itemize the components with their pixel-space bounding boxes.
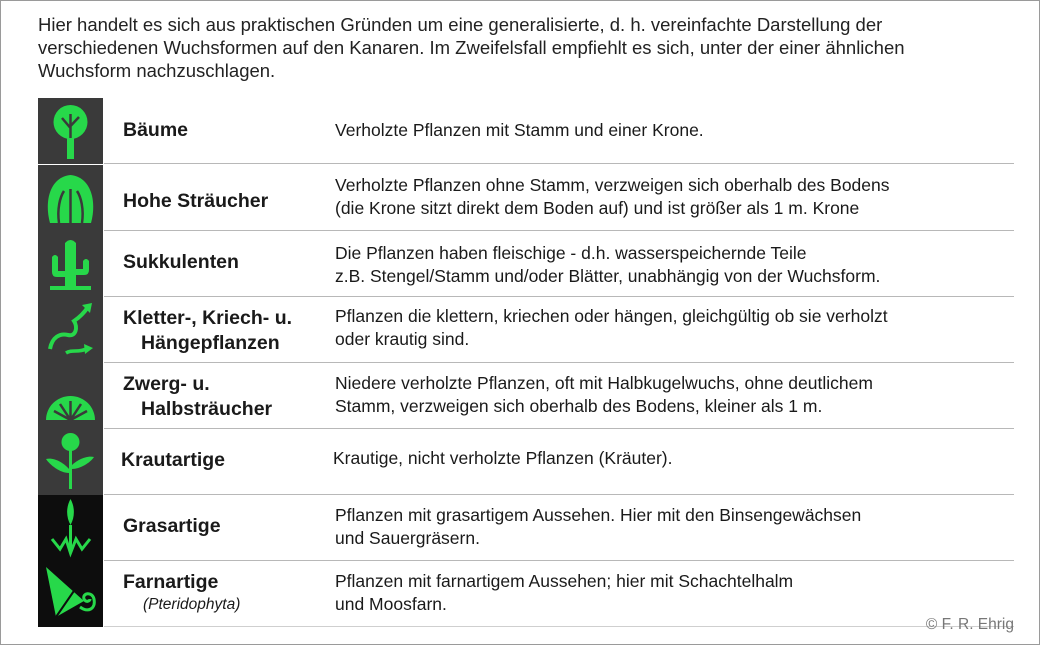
growth-form-row-ferns — [38, 561, 1014, 627]
tall-shrub-icon — [38, 165, 103, 231]
growth-form-description: Verholzte Pflanzen ohne Stamm, verzweigen sich oberhalb des Bodens (die Krone sitzt direkt dem Boden auf) und ist größer als 1 m. Krone — [335, 175, 890, 218]
growth-form-row-herbs — [38, 429, 1014, 495]
growth-form-description: Die Pflanzen haben fleischige - d.h. wasserspeichernde Teile z.B. Stengel/Stamm und/oder Blätter, unabhängig von der Wuchsform. — [335, 243, 881, 286]
growth-form-name: Krautartige — [121, 449, 226, 471]
row-separator — [104, 163, 1014, 164]
row-separator — [104, 626, 1014, 627]
growth-form-name: Farnartige (Pteridophyta) — [123, 571, 241, 613]
growth-form-name: Bäume — [123, 119, 189, 141]
growth-form-row-trees — [38, 98, 1014, 164]
growth-form-description: Niedere verholzte Pflanzen, oft mit Halbkugelwuchs, ohne deutlichem Stamm, verzweigen sich oberhalb des Bodens, kleiner als 1 m. — [335, 373, 873, 416]
grass-icon — [38, 495, 103, 561]
growth-form-row-climbing-plants — [38, 297, 1014, 363]
growth-form-description: Krautige, nicht verholzte Pflanzen (Kräuter). — [333, 448, 673, 468]
tree-icon — [38, 98, 103, 164]
fern-icon — [38, 561, 103, 627]
growth-form-row-grasses — [38, 495, 1014, 561]
dwarf-shrub-icon — [38, 363, 103, 429]
growth-form-name: Kletter-, Kriech- u. Hängepflanzen — [123, 307, 293, 354]
growth-form-name: Zwerg- u. Halbsträucher — [123, 373, 273, 420]
growth-form-description: Pflanzen mit farnartigem Aussehen; hier mit Schachtelhalm und Moosfarn. — [335, 571, 794, 614]
climbing-plant-icon — [38, 297, 103, 363]
growth-form-row-tall-shrubs — [38, 165, 1014, 231]
growth-form-description: Pflanzen die klettern, kriechen oder hängen, gleichgültig ob sie verholzt oder krautig sind. — [335, 306, 888, 349]
growth-form-description: Verholzte Pflanzen mit Stamm und einer Krone. — [335, 120, 704, 140]
growth-form-name: Hohe Sträucher — [123, 190, 269, 212]
copyright-text: © F. R. Ehrig — [925, 616, 1014, 633]
growth-form-row-dwarf-shrubs — [38, 363, 1014, 429]
growth-form-name: Grasartige — [123, 515, 221, 537]
intro-text: Hier handelt es sich aus praktischen Gründen um eine generalisierte, d. h. vereinfachte Darstellung der verschiedenen Wuchsformen auf den Kanaren. Im Zweifelsfall empfiehlt es sich, unter der einer ähnlichen Wuchsform nachzuschlagen. — [38, 14, 905, 81]
growth-form-name: Sukkulenten — [123, 251, 239, 273]
growth-form-row-succulents — [38, 231, 1014, 297]
herb-icon — [38, 429, 103, 495]
succulent-icon — [38, 231, 103, 297]
growth-form-description: Pflanzen mit grasartigem Aussehen. Hier mit den Binsengewächsen und Sauergräsern. — [335, 505, 862, 548]
